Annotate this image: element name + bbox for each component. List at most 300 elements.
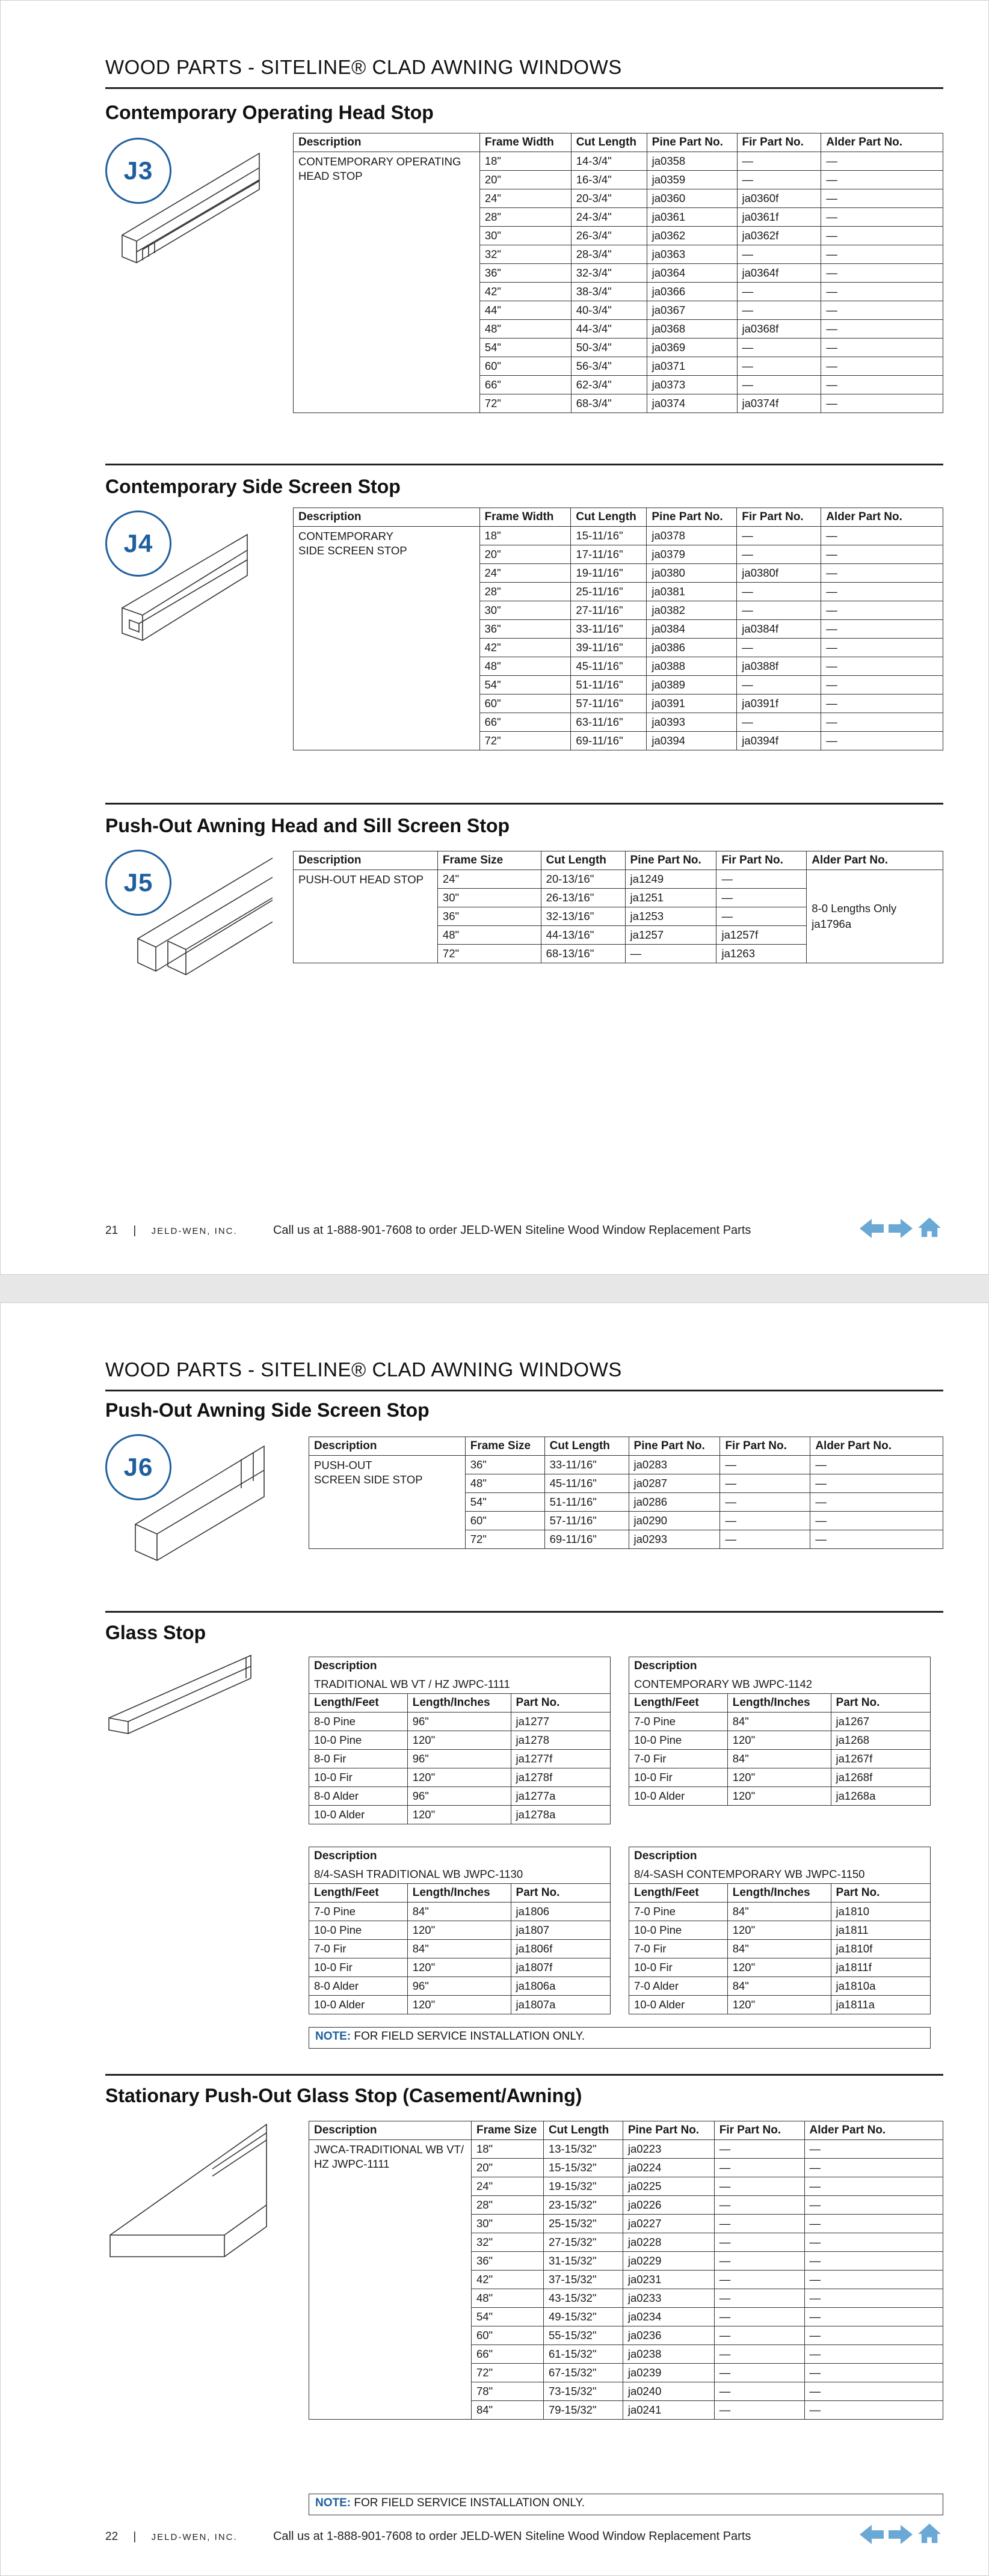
column-header: Pine Part No.: [647, 133, 737, 152]
table-cell: —: [821, 695, 943, 713]
glass-stop-profile-drawing: [104, 1652, 254, 1742]
table-cell: 61-15/32": [543, 2345, 623, 2364]
table-cell: 96": [407, 1713, 511, 1731]
table-cell: —: [714, 2345, 804, 2364]
table-cell: —: [714, 2196, 804, 2215]
table-cell: 18": [479, 152, 571, 171]
table-cell: ja0361f: [737, 208, 821, 227]
page-title: WOOD PARTS - SITELINE® CLAD AWNING WINDOWS: [105, 56, 622, 78]
field-service-note: [309, 2494, 943, 2515]
table-cell: ja1257: [625, 926, 716, 945]
table-cell: 44-13/16": [541, 926, 625, 945]
table-cell: ja0287: [629, 1474, 720, 1493]
table-cell: ja0364: [647, 264, 737, 283]
table-cell: ja0379: [647, 545, 737, 564]
table-cell: 51-11/16": [544, 1493, 629, 1512]
table-cell: —: [737, 339, 821, 357]
table-cell: 20-3/4": [571, 189, 647, 208]
table-cell: —: [810, 1493, 943, 1512]
table-cell: 33-11/16": [544, 1456, 629, 1474]
table-row: [309, 1940, 611, 1958]
table-cell: 43-15/32": [543, 2289, 623, 2308]
column-header: Alder Part No.: [821, 508, 943, 527]
table-row: [309, 1768, 611, 1787]
parts-table-j6: [309, 1437, 943, 1549]
table-row: [309, 1806, 611, 1824]
description-line: HEAD STOP: [298, 170, 363, 182]
title-rule: [105, 87, 943, 89]
table-cell: —: [821, 376, 943, 394]
note-label: NOTE:: [315, 2030, 351, 2043]
table-cell: 120": [407, 1996, 511, 2014]
table-cell: 84": [727, 1903, 831, 1921]
column-header: Pine Part No.: [623, 2121, 714, 2140]
table-cell: 17-11/16": [571, 545, 647, 564]
column-header: Description: [309, 1847, 611, 1866]
table-cell: ja0239: [623, 2364, 714, 2382]
table-cell: ja0366: [647, 283, 737, 301]
table-cell: 10-0 Fir: [309, 1958, 408, 1977]
table-cell: ja1278f: [511, 1768, 610, 1787]
table-cell: ja1810: [831, 1903, 930, 1921]
table-cell: 7-0 Alder: [629, 1977, 728, 1996]
table-cell: 24": [437, 870, 541, 889]
table-cell: —: [737, 676, 821, 695]
table-cell: 42": [479, 639, 571, 657]
right-arrow-icon[interactable]: [887, 1218, 914, 1239]
table-cell: 40-3/4": [571, 301, 647, 320]
alder-part-cell: [807, 870, 943, 963]
glass-stop-table-traditional: [309, 1657, 611, 1824]
order-phone-text: Call us at 1-888-901-7608 to order JELD-WEN Siteline Wood Window Replacement Parts: [273, 1224, 751, 1237]
table-cell: ja1268: [831, 1731, 930, 1750]
column-header: Cut Length: [543, 2121, 623, 2140]
note-label: NOTE:: [315, 2497, 351, 2509]
table-cell: ja1277a: [511, 1787, 610, 1806]
table-cell: —: [810, 1474, 943, 1493]
table-cell: 69-11/16": [571, 732, 647, 750]
table-cell: —: [737, 152, 821, 171]
table-cell: —: [714, 2233, 804, 2252]
table-cell: 50-3/4": [571, 339, 647, 357]
table-cell: ja0388: [647, 657, 737, 676]
table-cell: ja0362f: [737, 227, 821, 245]
column-header: Fir Part No.: [716, 851, 807, 870]
table-row: [309, 2140, 943, 2159]
section-heading-j5: Push-Out Awning Head and Sill Screen Stop: [105, 815, 510, 836]
page-footer: [105, 1224, 751, 1237]
table-cell: ja0380f: [737, 564, 821, 583]
table-cell: ja1811f: [831, 1958, 930, 1977]
column-header: Frame Size: [471, 2121, 543, 2140]
table-cell: 72": [479, 732, 571, 750]
table-cell: 66": [479, 713, 571, 732]
table-cell: 54": [471, 2308, 543, 2326]
table-cell: —: [714, 2252, 804, 2271]
left-arrow-icon[interactable]: [858, 2524, 885, 2545]
table-cell: ja0394f: [737, 732, 821, 750]
part-badge-j3: J3: [105, 138, 171, 204]
table-cell: ja1249: [625, 870, 716, 889]
table-cell: ja0360: [647, 189, 737, 208]
table-cell: —: [737, 283, 821, 301]
table-cell: —: [714, 2271, 804, 2289]
table-cell: 60": [471, 2326, 543, 2345]
column-header: Frame Size: [437, 851, 541, 870]
table-cell: 20": [471, 2159, 543, 2177]
table-cell: —: [821, 264, 943, 283]
table-cell: 36": [465, 1456, 544, 1474]
table-row: [629, 1958, 931, 1977]
table-row: [629, 1713, 931, 1731]
table-cell: —: [810, 1456, 943, 1474]
table-cell: —: [821, 245, 943, 264]
table-cell: —: [821, 713, 943, 732]
table-cell: ja0286: [629, 1493, 720, 1512]
description-cell: [294, 870, 438, 963]
table-cell: —: [714, 2382, 804, 2401]
table-cell: 16-3/4": [571, 171, 647, 189]
table-cell: —: [804, 2382, 943, 2401]
table-cell: 36": [437, 907, 541, 926]
table-cell: ja0363: [647, 245, 737, 264]
table-cell: —: [714, 2159, 804, 2177]
table-cell: 96": [407, 1787, 511, 1806]
table-cell: 30": [437, 889, 541, 907]
description-cell: [309, 1456, 466, 1549]
section-rule: [105, 2074, 943, 2076]
table-cell: —: [821, 583, 943, 601]
table-cell: 42": [471, 2271, 543, 2289]
glass-stop-table-sash-contemporary: [629, 1847, 931, 2014]
table-cell: 14-3/4": [571, 152, 647, 171]
table-cell: ja0358: [647, 152, 737, 171]
table-cell: 55-15/32": [543, 2326, 623, 2345]
glass-stop-table-contemporary: [629, 1657, 931, 1806]
column-header: Frame Width: [479, 133, 571, 152]
table-cell: 7-0 Fir: [629, 1750, 728, 1768]
table-cell: —: [821, 732, 943, 750]
table-cell: ja1807a: [511, 1996, 610, 2014]
table-cell: —: [737, 639, 821, 657]
column-header: Frame Size: [465, 1437, 544, 1456]
table-cell: —: [821, 339, 943, 357]
table-cell: 25-15/32": [543, 2215, 623, 2233]
column-header: Alder Part No.: [810, 1437, 943, 1456]
table-cell: ja0293: [629, 1530, 720, 1549]
table-cell: 60": [479, 357, 571, 376]
table-cell: 10-0 Alder: [309, 1806, 408, 1824]
section-heading-j4: Contemporary Side Screen Stop: [105, 476, 401, 497]
table-cell: 28-3/4": [571, 245, 647, 264]
table-cell: —: [804, 2159, 943, 2177]
table-cell: 120": [407, 1921, 511, 1940]
side-screen-stop-profile-drawing: [123, 1443, 268, 1569]
table-row: [629, 1940, 931, 1958]
table-cell: 72": [479, 394, 571, 413]
table-cell: 66": [479, 376, 571, 394]
catalog-page-22: [0, 1302, 989, 2576]
table-cell: 60": [479, 695, 571, 713]
table-row: [629, 1750, 931, 1768]
table-cell: ja0362: [647, 227, 737, 245]
table-cell: 24": [479, 189, 571, 208]
table-cell: ja1806f: [511, 1940, 610, 1958]
table-cell: ja0227: [623, 2215, 714, 2233]
table-cell: 18": [471, 2140, 543, 2159]
home-icon[interactable]: [916, 1216, 943, 1238]
table-cell: 27-15/32": [543, 2233, 623, 2252]
description-cell: 8/4-SASH CONTEMPORARY WB JWPC-1150: [629, 1865, 931, 1884]
table-cell: —: [810, 1512, 943, 1530]
table-cell: 54": [479, 676, 571, 695]
table-cell: ja0241: [623, 2401, 714, 2420]
table-cell: 62-3/4": [571, 376, 647, 394]
table-cell: 32-13/16": [541, 907, 625, 926]
table-cell: ja1278a: [511, 1806, 610, 1824]
table-cell: —: [821, 620, 943, 639]
table-cell: 32": [479, 245, 571, 264]
column-header: Alder Part No.: [804, 2121, 943, 2140]
page-number: 21: [105, 1224, 119, 1237]
table-cell: —: [821, 189, 943, 208]
table-cell: ja0367: [647, 301, 737, 320]
table-cell: ja0226: [623, 2196, 714, 2215]
table-cell: ja0374f: [737, 394, 821, 413]
home-icon[interactable]: [916, 2522, 943, 2544]
column-header: Description: [629, 1657, 931, 1676]
table-cell: —: [714, 2177, 804, 2196]
table-cell: 28": [471, 2196, 543, 2215]
description-line: JWCA-TRADITIONAL WB VT/: [314, 2143, 464, 2156]
table-cell: ja1806a: [511, 1977, 610, 1996]
column-header: Description: [294, 851, 438, 870]
column-header: Description: [309, 2121, 472, 2140]
left-arrow-icon[interactable]: [858, 1218, 885, 1239]
table-cell: 120": [407, 1806, 511, 1824]
table-cell: 56-3/4": [571, 357, 647, 376]
table-cell: 51-11/16": [571, 676, 647, 695]
table-cell: ja1267f: [831, 1750, 930, 1768]
column-header: Description: [294, 508, 480, 527]
column-header: Length/Inches: [727, 1884, 831, 1903]
table-cell: —: [821, 301, 943, 320]
part-badge-j6: J6: [105, 1434, 171, 1500]
parts-table-j5: [293, 851, 943, 963]
table-cell: ja1806: [511, 1903, 610, 1921]
table-cell: 73-15/32": [543, 2382, 623, 2401]
description-cell: [294, 152, 480, 413]
table-cell: —: [737, 583, 821, 601]
table-cell: ja0394: [647, 732, 737, 750]
table-row: [309, 1731, 611, 1750]
table-cell: 120": [727, 1731, 831, 1750]
table-cell: 54": [465, 1493, 544, 1512]
side-screen-stop-profile-drawing: [119, 530, 251, 650]
description-line: PUSH-OUT: [314, 1459, 372, 1471]
column-header: Length/Feet: [629, 1884, 728, 1903]
table-cell: ja0368: [647, 320, 737, 339]
table-cell: ja1810f: [831, 1940, 930, 1958]
table-cell: ja1277: [511, 1713, 610, 1731]
table-cell: —: [821, 527, 943, 545]
table-cell: 10-0 Alder: [629, 1787, 728, 1806]
table-cell: ja0373: [647, 376, 737, 394]
table-cell: 96": [407, 1750, 511, 1768]
table-cell: 120": [727, 1996, 831, 2014]
table-cell: —: [821, 227, 943, 245]
table-cell: 66": [471, 2345, 543, 2364]
table-cell: 45-11/16": [571, 657, 647, 676]
catalog-page-21: [0, 0, 989, 1275]
table-cell: 84": [727, 1750, 831, 1768]
table-cell: ja0223: [623, 2140, 714, 2159]
table-cell: 84": [407, 1940, 511, 1958]
table-cell: —: [737, 713, 821, 732]
field-service-note: [309, 2027, 931, 2049]
table-cell: —: [737, 245, 821, 264]
table-cell: ja0359: [647, 171, 737, 189]
table-cell: —: [716, 907, 807, 926]
table-cell: 49-15/32": [543, 2308, 623, 2326]
table-cell: ja0378: [647, 527, 737, 545]
column-header: Fir Part No.: [737, 133, 821, 152]
table-row: [309, 1787, 611, 1806]
table-cell: 84": [407, 1903, 511, 1921]
table-row: [309, 1921, 611, 1940]
description-cell: [294, 527, 480, 750]
table-cell: —: [821, 171, 943, 189]
table-cell: —: [821, 639, 943, 657]
table-cell: 84": [727, 1977, 831, 1996]
column-header: Alder Part No.: [821, 133, 943, 152]
table-cell: 28": [479, 208, 571, 227]
table-cell: ja1268a: [831, 1787, 930, 1806]
alder-line: ja1796a: [812, 918, 852, 930]
table-cell: 8-0 Pine: [309, 1713, 408, 1731]
table-cell: ja1263: [716, 945, 807, 963]
table-cell: 23-15/32": [543, 2196, 623, 2215]
part-badge-j4: J4: [105, 511, 171, 577]
glass-stop-table-sash-traditional: [309, 1847, 611, 2014]
table-cell: 20": [479, 545, 571, 564]
push-out-head-stop-profile-drawing: [132, 854, 276, 987]
parts-table-stationary: [309, 2121, 943, 2420]
table-cell: ja0283: [629, 1456, 720, 1474]
table-cell: ja0364f: [737, 264, 821, 283]
table-row: [629, 1921, 931, 1940]
table-cell: 48": [479, 657, 571, 676]
table-cell: 10-0 Pine: [309, 1921, 408, 1940]
table-cell: 68-3/4": [571, 394, 647, 413]
table-cell: —: [804, 2289, 943, 2308]
description-line: SIDE SCREEN STOP: [298, 544, 407, 557]
table-cell: —: [714, 2215, 804, 2233]
description-line: CONTEMPORARY OPERATING: [298, 155, 461, 168]
table-cell: —: [720, 1493, 810, 1512]
right-arrow-icon[interactable]: [887, 2524, 914, 2545]
table-cell: —: [737, 171, 821, 189]
table-cell: 15-11/16": [571, 527, 647, 545]
table-cell: ja0388f: [737, 657, 821, 676]
column-header: Fir Part No.: [714, 2121, 804, 2140]
table-cell: ja0381: [647, 583, 737, 601]
table-cell: ja1807f: [511, 1958, 610, 1977]
column-header: Length/Inches: [727, 1694, 831, 1713]
table-row: [629, 1768, 931, 1787]
order-phone-text: Call us at 1-888-901-7608 to order JELD-WEN Siteline Wood Window Replacement Parts: [273, 2530, 751, 2543]
table-row: [309, 1750, 611, 1768]
table-cell: 36": [471, 2252, 543, 2271]
table-cell: —: [804, 2364, 943, 2382]
page-title: WOOD PARTS - SITELINE® CLAD AWNING WINDOWS: [105, 1358, 622, 1381]
table-cell: 10-0 Fir: [309, 1768, 408, 1787]
table-row: [309, 1996, 611, 2014]
table-cell: ja0374: [647, 394, 737, 413]
parts-table-j4: [293, 508, 943, 750]
table-cell: —: [714, 2364, 804, 2382]
table-cell: 48": [437, 926, 541, 945]
table-cell: 24": [471, 2177, 543, 2196]
table-cell: ja0229: [623, 2252, 714, 2271]
table-cell: ja0361: [647, 208, 737, 227]
table-cell: 10-0 Alder: [309, 1996, 408, 2014]
table-cell: —: [804, 2140, 943, 2159]
column-header: Part No.: [831, 1694, 930, 1713]
description-line: CONTEMPORARY: [298, 530, 393, 542]
table-cell: —: [804, 2345, 943, 2364]
table-cell: ja0224: [623, 2159, 714, 2177]
table-cell: ja1807: [511, 1921, 610, 1940]
table-cell: ja0384: [647, 620, 737, 639]
table-cell: —: [737, 545, 821, 564]
table-cell: 38-3/4": [571, 283, 647, 301]
table-cell: 69-11/16": [544, 1530, 629, 1549]
table-row: [629, 1903, 931, 1921]
description-cell: TRADITIONAL WB VT / HZ JWPC-1111: [309, 1675, 611, 1694]
table-cell: 15-15/32": [543, 2159, 623, 2177]
table-cell: 8-0 Alder: [309, 1977, 408, 1996]
section-rule: [105, 803, 943, 805]
table-cell: 26-13/16": [541, 889, 625, 907]
table-cell: 30": [479, 227, 571, 245]
table-row: [309, 1456, 943, 1474]
section-heading-stationary-glass-stop: Stationary Push-Out Glass Stop (Casement/Awning): [105, 2085, 582, 2106]
note-text: FOR FIELD SERVICE INSTALLATION ONLY.: [351, 2497, 585, 2509]
table-cell: ja1278: [511, 1731, 610, 1750]
parts-table-j3: [293, 133, 943, 413]
table-cell: 25-11/16": [571, 583, 647, 601]
table-cell: 7-0 Fir: [309, 1940, 408, 1958]
table-cell: —: [804, 2308, 943, 2326]
table-cell: —: [821, 208, 943, 227]
table-cell: —: [821, 564, 943, 583]
alder-line: 8-0 Lengths Only: [812, 902, 897, 915]
table-cell: ja0225: [623, 2177, 714, 2196]
column-header: Part No.: [511, 1884, 610, 1903]
table-cell: —: [821, 283, 943, 301]
table-cell: ja0389: [647, 676, 737, 695]
table-cell: —: [821, 320, 943, 339]
table-cell: 24-3/4": [571, 208, 647, 227]
table-row: [294, 152, 943, 171]
column-header: Cut Length: [544, 1437, 629, 1456]
table-cell: 32-3/4": [571, 264, 647, 283]
table-cell: 27-11/16": [571, 601, 647, 620]
table-cell: 19-15/32": [543, 2177, 623, 2196]
note-text: FOR FIELD SERVICE INSTALLATION ONLY.: [351, 2030, 585, 2043]
company-name: JELD-WEN, INC.: [151, 2532, 238, 2542]
